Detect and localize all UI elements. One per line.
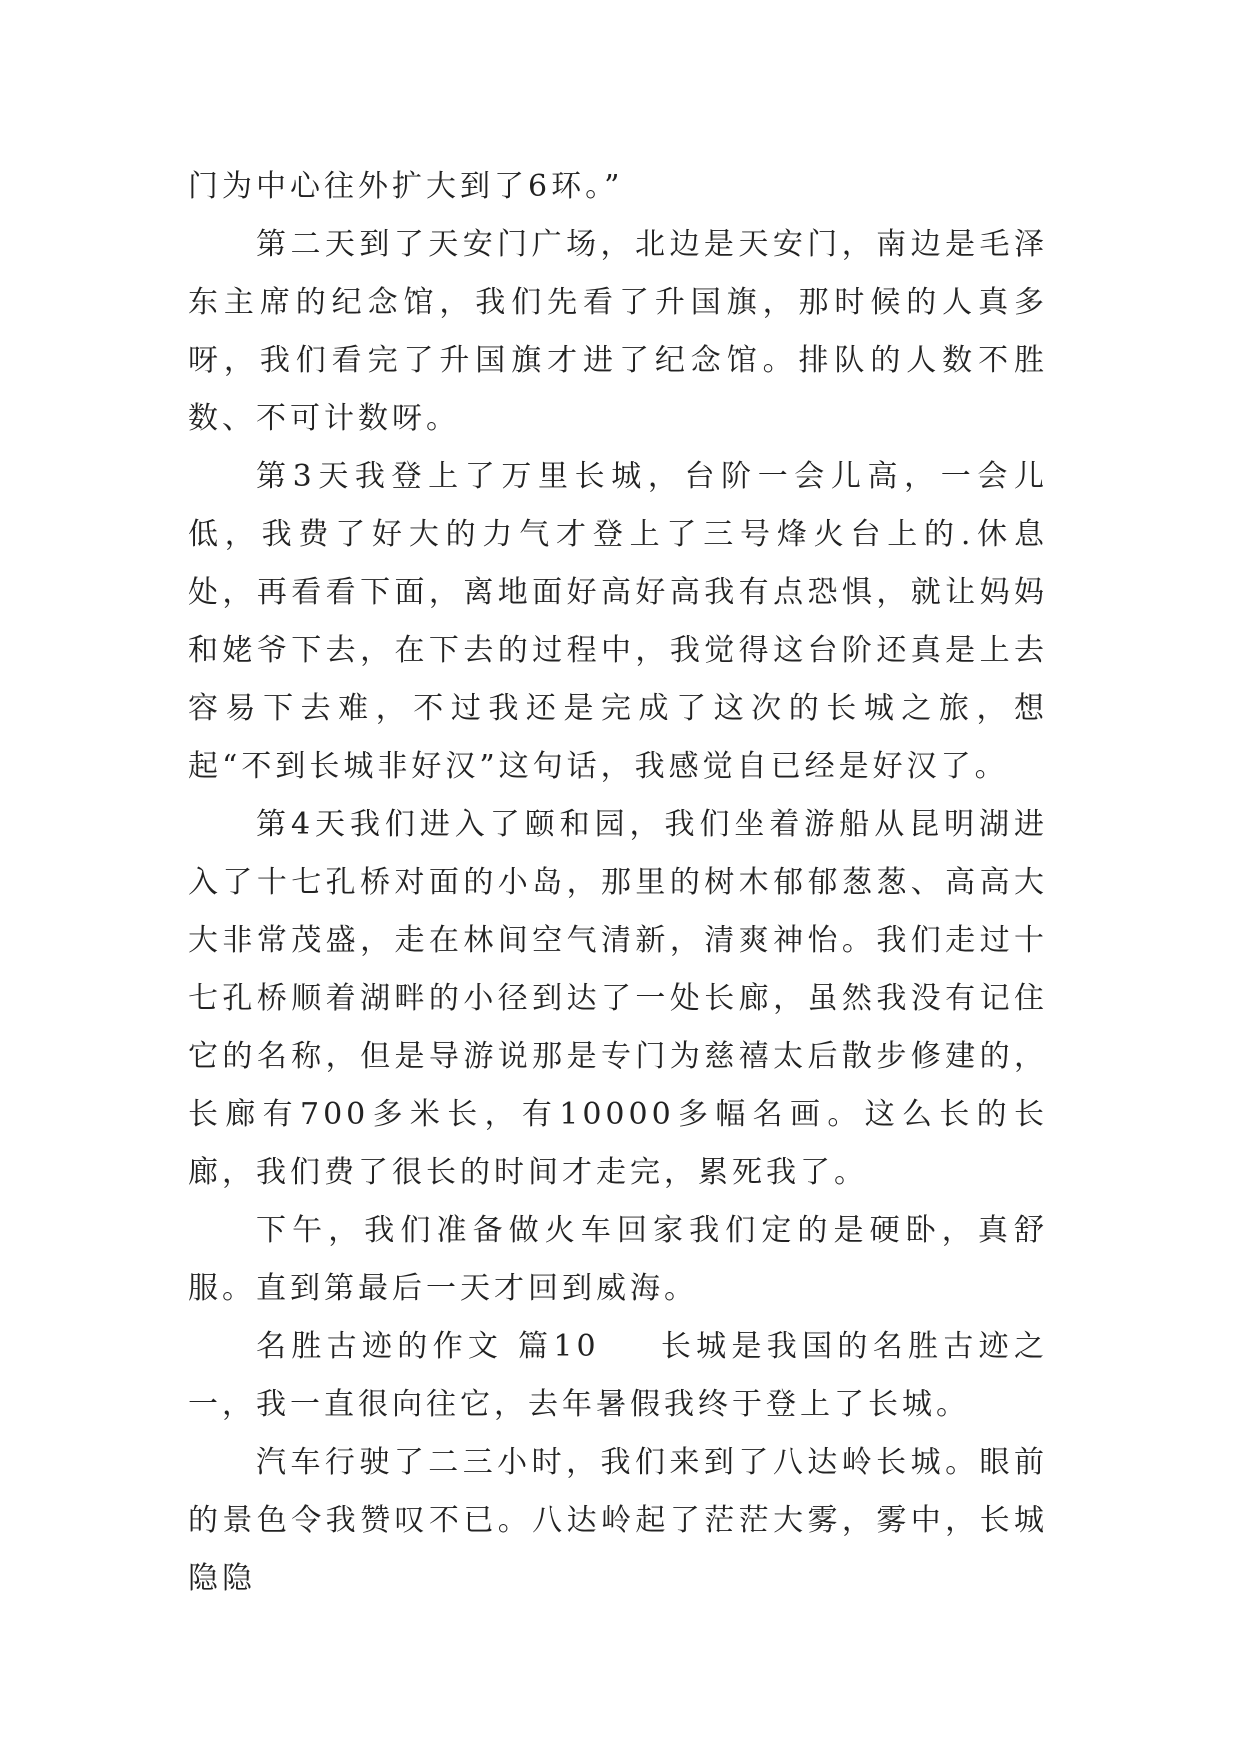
paragraph-3: 第3天我登上了万里长城，台阶一会儿高，一会儿低，我费了好大的力气才登上了三号烽火台上的.休息处，再看看下面，离地面好高好高我有点恐惧，就让妈妈和姥爷下去，在下去的过程中，我觉得这台阶还真是上去容易下去难，不过我还是完成了这次的长城之旅，想起“不到长城非好汉”这句话，我感觉自已经是好汉了。	[188, 459, 1048, 784]
paragraph-5: 下午，我们准备做火车回家我们定的是硬卧，真舒服。直到第最后一天才回到威海。	[188, 1213, 1048, 1306]
section-heading: 名胜古迹的作文 篇10	[256, 1329, 600, 1364]
paragraph-4: 第4天我们进入了颐和园，我们坐着游船从昆明湖进入了十七孔桥对面的小岛，那里的树木郁郁葱葱、高高大大非常茂盛，走在林间空气清新，清爽神怡。我们走过十七孔桥顺着湖畔的小径到达了一处长廊，虽然我没有记住它的名称，但是导游说那是专门为慈禧太后散步修建的，长廊有700多米长，有10000多幅名画。这么长的长廊，我们费了很长的时间才走完，累死我了。	[188, 807, 1048, 1190]
paragraph-6	[188, 1318, 1048, 1434]
paragraph-2: 第二天到了天安门广场，北边是天安门，南边是毛泽东主席的纪念馆，我们先看了升国旗，那时候的人真多呀，我们看完了升国旗才进了纪念馆。排队的人数不胜数、不可计数呀。	[188, 227, 1048, 436]
paragraph-1: 门为中心往外扩大到了6环。”	[188, 169, 624, 204]
section-intro-text: 长城是我国的名胜古迹之一，我一直很向往它，去年暑假我终于登上了长城。	[188, 1329, 1049, 1422]
document-body	[188, 158, 1048, 1608]
paragraph-7: 汽车行驶了二三小时，我们来到了八达岭长城。眼前的景色令我赞叹不已。八达岭起了茫茫大雾，雾中，长城隐隐	[188, 1445, 1048, 1596]
